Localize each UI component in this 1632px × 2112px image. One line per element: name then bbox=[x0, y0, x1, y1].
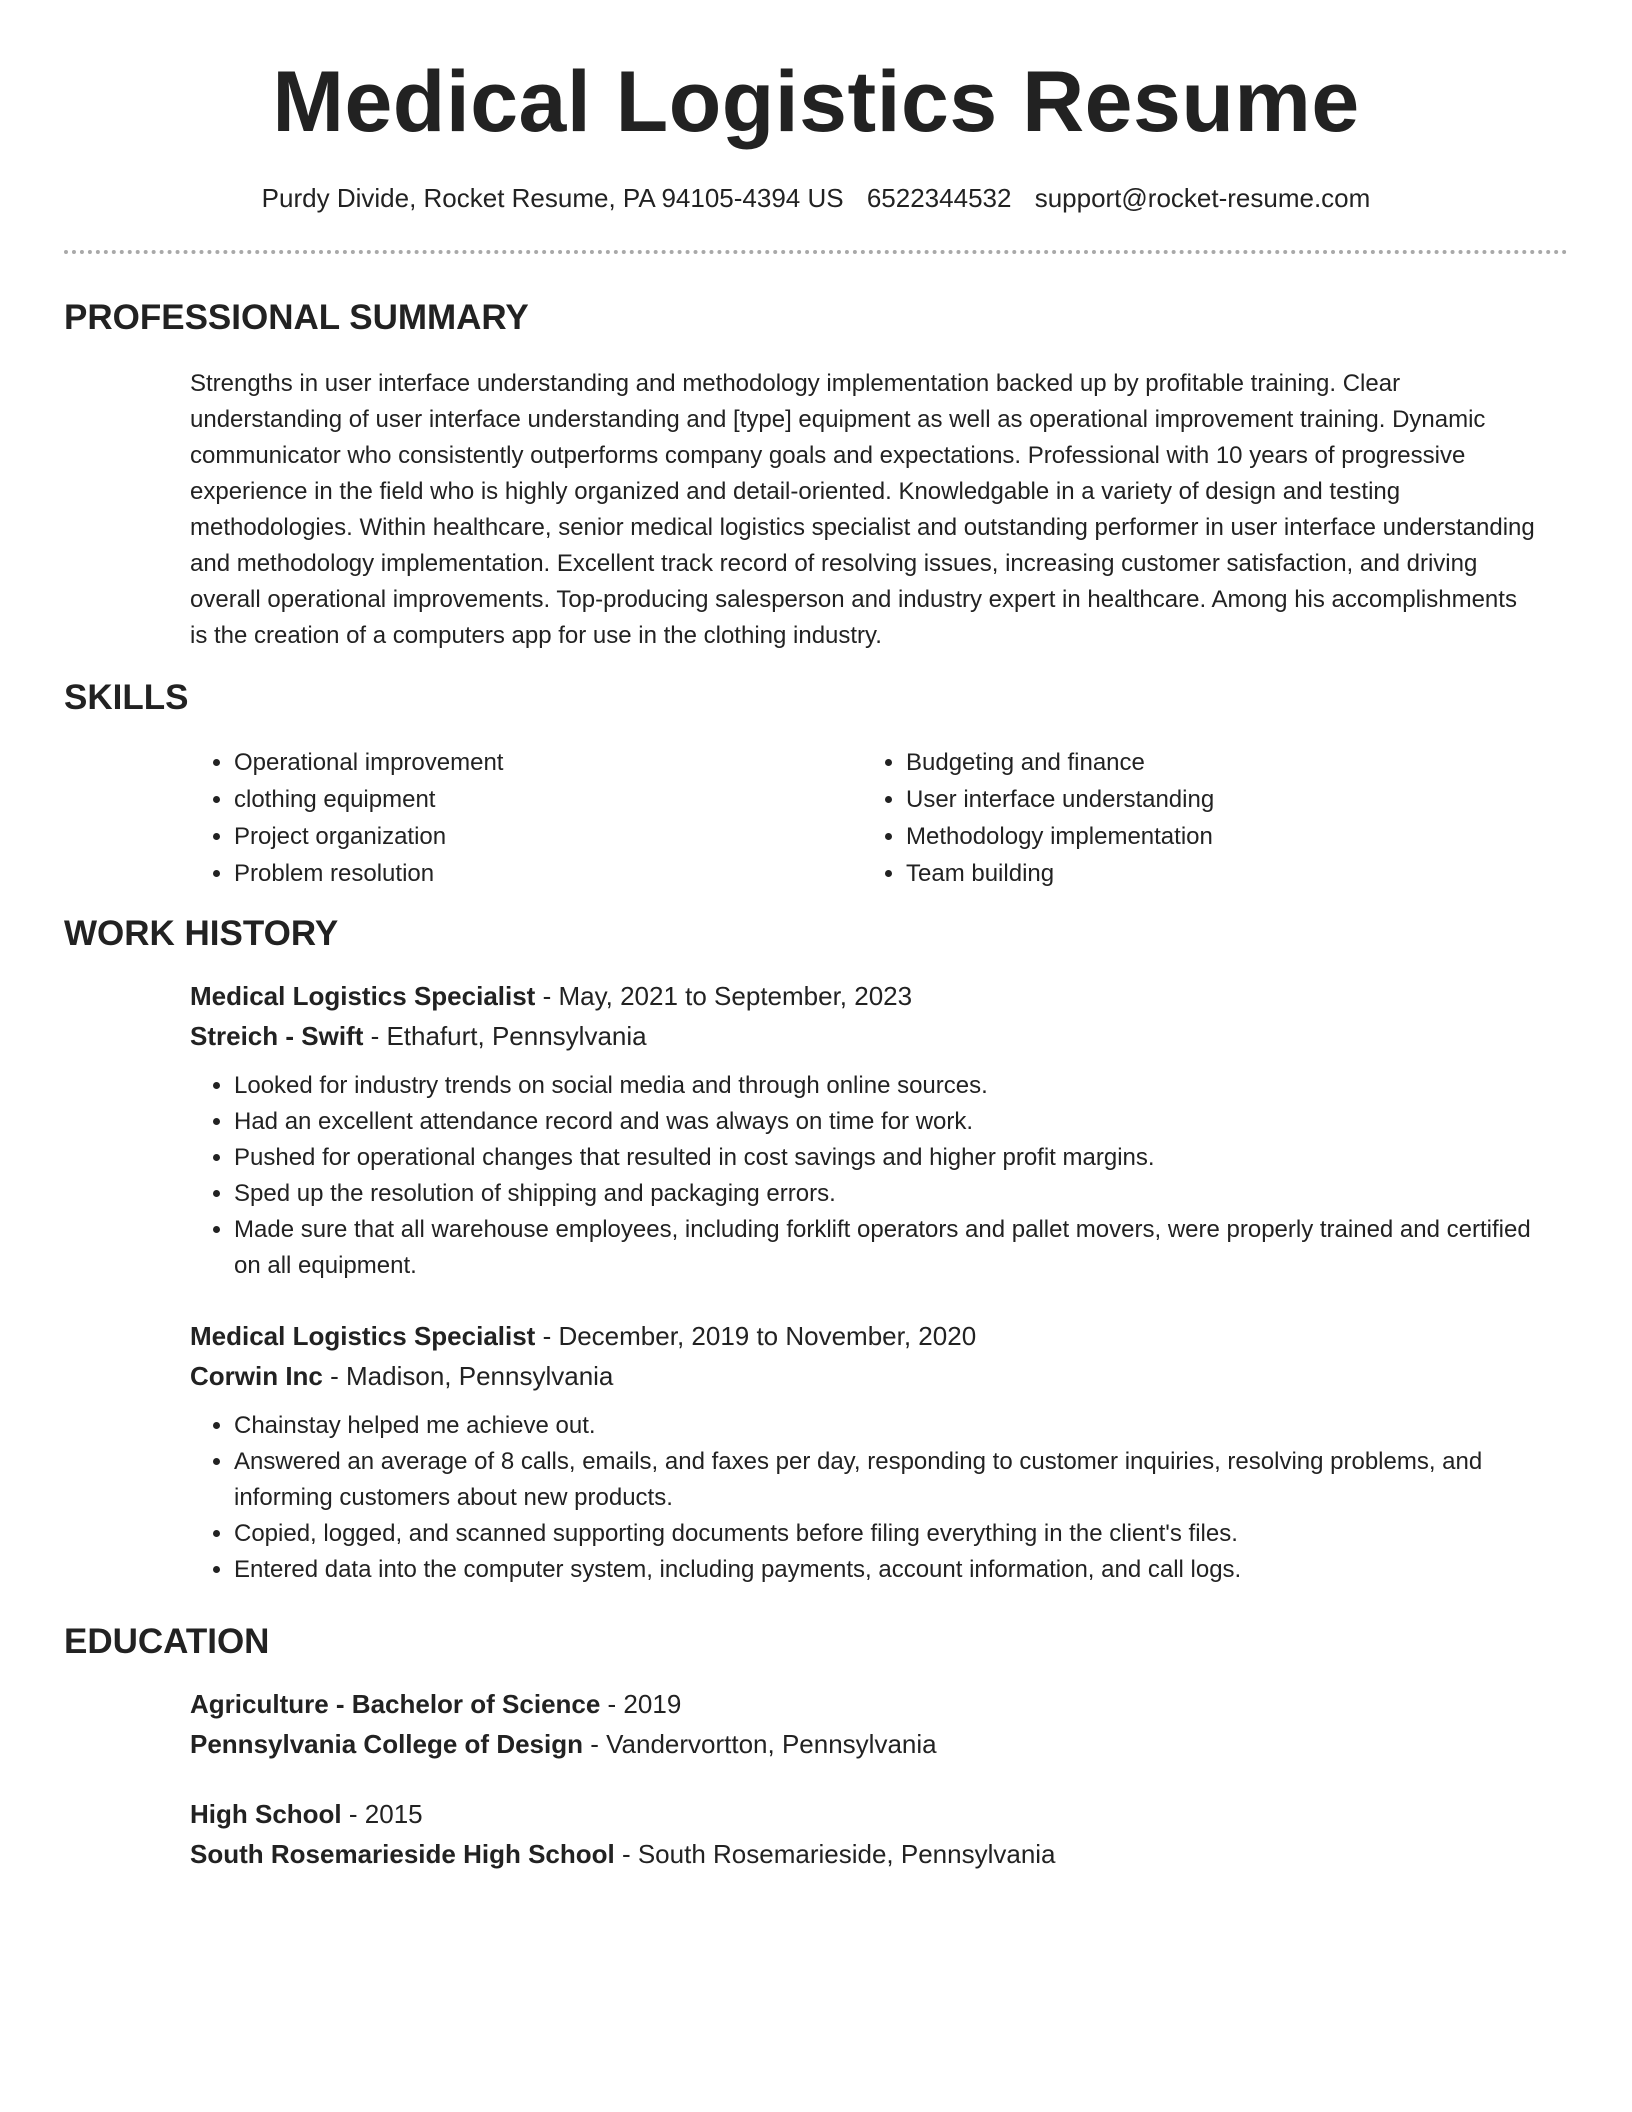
education-school-line bbox=[190, 1724, 1540, 1764]
skill-item: • Project organization bbox=[234, 818, 854, 855]
skill-item: • Budgeting and finance bbox=[906, 744, 1526, 781]
job-entry bbox=[190, 1316, 1540, 1588]
job-bullet: • Sped up the resolution of shipping and packaging errors. bbox=[234, 1176, 1540, 1212]
education-location: - South Rosemarieside, Pennsylvania bbox=[614, 1839, 1056, 1869]
education-school-line bbox=[190, 1834, 1540, 1874]
contact-address: Purdy Divide, Rocket Resume, PA 94105-4394 US bbox=[261, 183, 844, 213]
job-role: Medical Logistics Specialist bbox=[190, 1321, 536, 1351]
section-title-education: EDUCATION bbox=[64, 1622, 270, 1661]
job-bullet: • Pushed for operational changes that resulted in cost savings and higher profit margins. bbox=[234, 1140, 1540, 1176]
skill-item: • User interface understanding bbox=[906, 781, 1526, 818]
skill-item: • Problem resolution bbox=[234, 855, 854, 892]
job-dates: - May, 2021 to September, 2023 bbox=[535, 981, 913, 1011]
job-title-line bbox=[190, 1316, 1540, 1356]
skill-item: • Methodology implementation bbox=[906, 818, 1526, 855]
education-degree: Agriculture - Bachelor of Science bbox=[190, 1689, 601, 1719]
job-company-line bbox=[190, 1016, 1540, 1056]
skills-list-left bbox=[190, 744, 854, 892]
education-degree-line bbox=[190, 1794, 1540, 1834]
job-bullet: • Copied, logged, and scanned supporting documents before filing everything in the client's files. bbox=[234, 1516, 1540, 1552]
job-bullets bbox=[190, 1408, 1540, 1588]
job-company-line bbox=[190, 1356, 1540, 1396]
education-entry bbox=[190, 1684, 1540, 1764]
education-degree-line bbox=[190, 1684, 1540, 1724]
job-entry bbox=[190, 976, 1540, 1284]
job-bullet: • Answered an average of 8 calls, emails, and faxes per day, responding to customer inquiries, resolving problems, and informing customers about new products. bbox=[234, 1444, 1540, 1516]
job-bullets bbox=[190, 1068, 1540, 1284]
contact-line bbox=[0, 180, 1632, 216]
job-company: Corwin Inc bbox=[190, 1361, 323, 1391]
section-title-skills: SKILLS bbox=[64, 678, 189, 717]
job-bullet: • Had an excellent attendance record and was always on time for work. bbox=[234, 1104, 1540, 1140]
header-divider bbox=[64, 250, 1568, 254]
contact-phone: 6522344532 bbox=[866, 183, 1012, 213]
job-bullet: • Chainstay helped me achieve out. bbox=[234, 1408, 1540, 1444]
section-title-summary: PROFESSIONAL SUMMARY bbox=[64, 298, 529, 337]
skills-list-right bbox=[862, 744, 1526, 892]
education-year: - 2019 bbox=[600, 1689, 682, 1719]
resume-title: Medical Logistics Resume bbox=[272, 54, 1360, 150]
job-bullet: • Looked for industry trends on social media and through online sources. bbox=[234, 1068, 1540, 1104]
job-location: - Ethafurt, Pennsylvania bbox=[363, 1021, 647, 1051]
education-location: - Vandervortton, Pennsylvania bbox=[583, 1729, 937, 1759]
job-company: Streich - Swift bbox=[190, 1021, 364, 1051]
job-dates: - December, 2019 to November, 2020 bbox=[535, 1321, 977, 1351]
education-school: Pennsylvania College of Design bbox=[190, 1729, 583, 1759]
job-bullet: • Made sure that all warehouse employees, including forklift operators and pallet movers, were properly trained and certified on all equipment. bbox=[234, 1212, 1540, 1284]
section-title-work: WORK HISTORY bbox=[64, 914, 339, 953]
contact-email: support@rocket-resume.com bbox=[1034, 183, 1371, 213]
skill-item: • Operational improvement bbox=[234, 744, 854, 781]
education-degree: High School bbox=[190, 1799, 342, 1829]
job-title-line bbox=[190, 976, 1540, 1016]
job-role: Medical Logistics Specialist bbox=[190, 981, 536, 1011]
skill-item: • Team building bbox=[906, 855, 1526, 892]
job-location: - Madison, Pennsylvania bbox=[322, 1361, 614, 1391]
summary-text: Strengths in user interface understanding and methodology implementation backed up by profitable training. Clear understanding of user interface understanding and [type] equipment as well as operational improvement training. Dynamic communicator who consistently outperforms company goals and expectations. Professional with 10 years of progressive experience in the field who is highly organized and detail-oriented. Knowledgable in a variety of design and testing methodologies. Within healthcare, senior medical logistics specialist and outstanding performer in user interface understanding and methodology implementation. Excellent track record of resolving issues, increasing customer satisfaction, and driving overall operational improvements. Top-producing salesperson and industry expert in healthcare. Among his accomplishments is the creation of a computers app for use in the clothing industry. bbox=[190, 370, 1535, 649]
skill-item: • clothing equipment bbox=[234, 781, 854, 818]
job-bullet: • Entered data into the computer system, including payments, account information, and call logs. bbox=[234, 1552, 1540, 1588]
education-school: South Rosemarieside High School bbox=[190, 1839, 615, 1869]
education-year: - 2015 bbox=[341, 1799, 423, 1829]
education-entry bbox=[190, 1794, 1540, 1874]
